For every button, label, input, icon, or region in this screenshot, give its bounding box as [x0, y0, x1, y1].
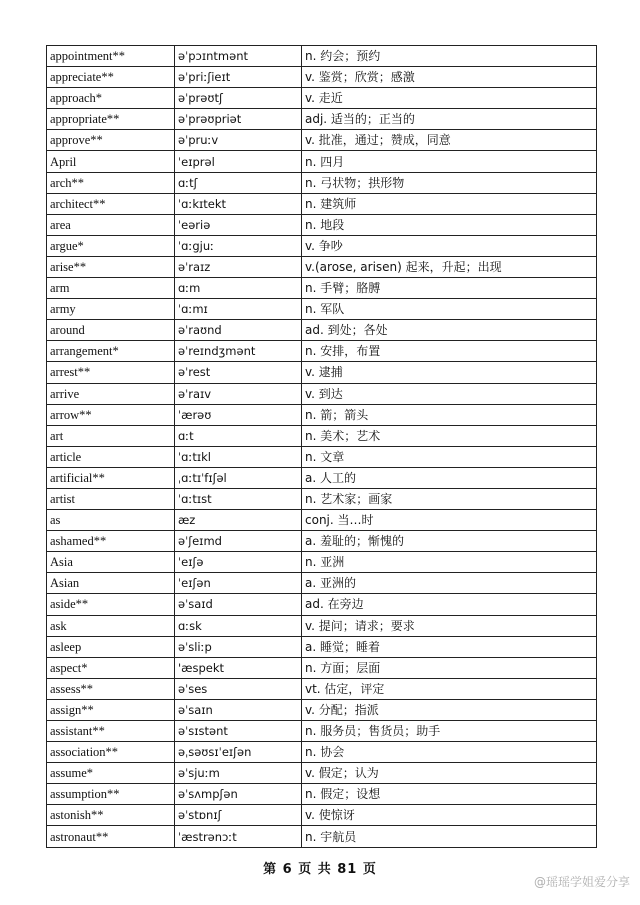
phonetic-cell: ˈɑːtɪst	[175, 488, 302, 509]
word-cell: arrow**	[47, 404, 175, 425]
phonetic-cell: ˈeɪʃə	[175, 552, 302, 573]
word-cell: argue*	[47, 235, 175, 256]
definition-cell: v. 到达	[302, 383, 597, 404]
table-row	[47, 130, 597, 151]
table-row	[47, 510, 597, 531]
word-cell: assume*	[47, 763, 175, 784]
table-row	[47, 425, 597, 446]
table-row	[47, 594, 597, 615]
word-cell: artist	[47, 488, 175, 509]
definition-cell: n. 手臂；胳膊	[302, 278, 597, 299]
definition-cell: a. 亚洲的	[302, 573, 597, 594]
phonetic-cell: əˈsliːp	[175, 636, 302, 657]
word-cell: assumption**	[47, 784, 175, 805]
definition-cell: n. 方面；层面	[302, 657, 597, 678]
definition-cell: v. 提问；请求；要求	[302, 615, 597, 636]
phonetic-cell: ˈeɪprəl	[175, 151, 302, 172]
word-cell: area	[47, 214, 175, 235]
table-row	[47, 256, 597, 277]
phonetic-cell: ˈærəʊ	[175, 404, 302, 425]
table-row	[47, 742, 597, 763]
phonetic-cell: æz	[175, 510, 302, 531]
definition-cell: n. 地段	[302, 214, 597, 235]
phonetic-cell: əˈpruːv	[175, 130, 302, 151]
word-cell: article	[47, 446, 175, 467]
phonetic-cell: əˈreɪndʒmənt	[175, 341, 302, 362]
vocabulary-table-body	[47, 46, 597, 848]
word-cell: assistant**	[47, 721, 175, 742]
word-cell: association**	[47, 742, 175, 763]
table-row	[47, 46, 597, 67]
word-cell: appropriate**	[47, 109, 175, 130]
vocabulary-table	[46, 45, 597, 848]
table-row	[47, 404, 597, 425]
phonetic-cell: əˈsaɪd	[175, 594, 302, 615]
definition-cell: n. 弓状物；拱形物	[302, 172, 597, 193]
definition-cell: a. 羞耻的；惭愧的	[302, 531, 597, 552]
table-row	[47, 88, 597, 109]
definition-cell: n. 宇航员	[302, 826, 597, 847]
table-row	[47, 573, 597, 594]
word-cell: ashamed**	[47, 531, 175, 552]
definition-cell: n. 军队	[302, 299, 597, 320]
table-row	[47, 362, 597, 383]
phonetic-cell: ɑːsk	[175, 615, 302, 636]
definition-cell: v. 走近	[302, 88, 597, 109]
table-row	[47, 446, 597, 467]
definition-cell: conj. 当…时	[302, 510, 597, 531]
word-cell: arise**	[47, 256, 175, 277]
table-row	[47, 320, 597, 341]
definition-cell: v. 分配；指派	[302, 699, 597, 720]
definition-cell: v. 逮捕	[302, 362, 597, 383]
table-row	[47, 826, 597, 847]
definition-cell: v. 假定；认为	[302, 763, 597, 784]
phonetic-cell: əˈprəʊtʃ	[175, 88, 302, 109]
table-row	[47, 552, 597, 573]
word-cell: aspect*	[47, 657, 175, 678]
phonetic-cell: ɑːm	[175, 278, 302, 299]
definition-cell: v.(arose, arisen) 起来，升起；出现	[302, 256, 597, 277]
table-row	[47, 299, 597, 320]
phonetic-cell: əˈraɪv	[175, 383, 302, 404]
definition-cell: n. 四月	[302, 151, 597, 172]
phonetic-cell: əˈprəʊpriət	[175, 109, 302, 130]
definition-cell: v. 批准，通过；赞成，同意	[302, 130, 597, 151]
phonetic-cell: ˈɑːkɪtekt	[175, 193, 302, 214]
word-cell: assess**	[47, 678, 175, 699]
table-row	[47, 383, 597, 404]
table-row	[47, 763, 597, 784]
phonetic-cell: əˈsaɪn	[175, 699, 302, 720]
word-cell: ask	[47, 615, 175, 636]
word-cell: arm	[47, 278, 175, 299]
table-row	[47, 193, 597, 214]
definition-cell: vt. 估定，评定	[302, 678, 597, 699]
phonetic-cell: ˈeɪʃən	[175, 573, 302, 594]
table-row	[47, 721, 597, 742]
phonetic-cell: əˈstɒnɪʃ	[175, 805, 302, 826]
table-row	[47, 636, 597, 657]
table-row	[47, 172, 597, 193]
phonetic-cell: əˈrest	[175, 362, 302, 383]
phonetic-cell: əˌsəʊsɪˈeɪʃən	[175, 742, 302, 763]
word-cell: arrest**	[47, 362, 175, 383]
word-cell: around	[47, 320, 175, 341]
word-cell: artificial**	[47, 467, 175, 488]
table-row	[47, 699, 597, 720]
watermark: @瑶瑶学姐爱分享	[533, 875, 630, 889]
table-row	[47, 151, 597, 172]
definition-cell: n. 美术；艺术	[302, 425, 597, 446]
definition-cell: ad. 在旁边	[302, 594, 597, 615]
table-row	[47, 341, 597, 362]
phonetic-cell: əˈpɔɪntmənt	[175, 46, 302, 67]
word-cell: approach*	[47, 88, 175, 109]
definition-cell: n. 箭；箭头	[302, 404, 597, 425]
word-cell: army	[47, 299, 175, 320]
table-row	[47, 235, 597, 256]
word-cell: arrive	[47, 383, 175, 404]
word-cell: assign**	[47, 699, 175, 720]
phonetic-cell: ˈɑːtɪkl	[175, 446, 302, 467]
table-row	[47, 67, 597, 88]
table-row	[47, 531, 597, 552]
page-number-footer: 第 6 页 共 81 页	[263, 862, 377, 877]
definition-cell: n. 艺术家；画家	[302, 488, 597, 509]
phonetic-cell: əˈsʌmpʃən	[175, 784, 302, 805]
phonetic-cell: əˈsjuːm	[175, 763, 302, 784]
table-row	[47, 784, 597, 805]
table-row	[47, 109, 597, 130]
definition-cell: n. 协会	[302, 742, 597, 763]
definition-cell: n. 约会；预约	[302, 46, 597, 67]
table-row	[47, 278, 597, 299]
phonetic-cell: ˈɑːmɪ	[175, 299, 302, 320]
phonetic-cell: ɑːt	[175, 425, 302, 446]
definition-cell: n. 文章	[302, 446, 597, 467]
definition-cell: n. 安排，布置	[302, 341, 597, 362]
word-cell: architect**	[47, 193, 175, 214]
table-row	[47, 678, 597, 699]
definition-cell: a. 睡觉；睡着	[302, 636, 597, 657]
phonetic-cell: ɑːtʃ	[175, 172, 302, 193]
phonetic-cell: əˈpriːʃieɪt	[175, 67, 302, 88]
definition-cell: v. 使惊讶	[302, 805, 597, 826]
word-cell: aside**	[47, 594, 175, 615]
definition-cell: n. 假定；设想	[302, 784, 597, 805]
word-cell: Asia	[47, 552, 175, 573]
word-cell: astronaut**	[47, 826, 175, 847]
word-cell: April	[47, 151, 175, 172]
table-row	[47, 488, 597, 509]
table-row	[47, 657, 597, 678]
definition-cell: a. 人工的	[302, 467, 597, 488]
definition-cell: v. 鉴赏；欣赏；感激	[302, 67, 597, 88]
definition-cell: n. 亚洲	[302, 552, 597, 573]
word-cell: arrangement*	[47, 341, 175, 362]
phonetic-cell: ˈeəriə	[175, 214, 302, 235]
word-cell: appointment**	[47, 46, 175, 67]
word-cell: approve**	[47, 130, 175, 151]
phonetic-cell: əˈsɪstənt	[175, 721, 302, 742]
vocabulary-table-container	[46, 45, 596, 848]
phonetic-cell: əˈraɪz	[175, 256, 302, 277]
word-cell: arch**	[47, 172, 175, 193]
table-row	[47, 805, 597, 826]
word-cell: asleep	[47, 636, 175, 657]
table-row	[47, 214, 597, 235]
phonetic-cell: ˌɑːtɪˈfɪʃəl	[175, 467, 302, 488]
phonetic-cell: ˈɑːgjuː	[175, 235, 302, 256]
phonetic-cell: əˈʃeɪmd	[175, 531, 302, 552]
word-cell: Asian	[47, 573, 175, 594]
word-cell: as	[47, 510, 175, 531]
phonetic-cell: əˈraʊnd	[175, 320, 302, 341]
definition-cell: adj. 适当的；正当的	[302, 109, 597, 130]
phonetic-cell: 'æspekt	[175, 657, 302, 678]
definition-cell: n. 服务员；售货员；助手	[302, 721, 597, 742]
phonetic-cell: ˈæstrənɔːt	[175, 826, 302, 847]
word-cell: astonish**	[47, 805, 175, 826]
table-row	[47, 615, 597, 636]
word-cell: appreciate**	[47, 67, 175, 88]
definition-cell: n. 建筑师	[302, 193, 597, 214]
definition-cell: ad. 到处；各处	[302, 320, 597, 341]
definition-cell: v. 争吵	[302, 235, 597, 256]
table-row	[47, 467, 597, 488]
phonetic-cell: əˈses	[175, 678, 302, 699]
word-cell: art	[47, 425, 175, 446]
